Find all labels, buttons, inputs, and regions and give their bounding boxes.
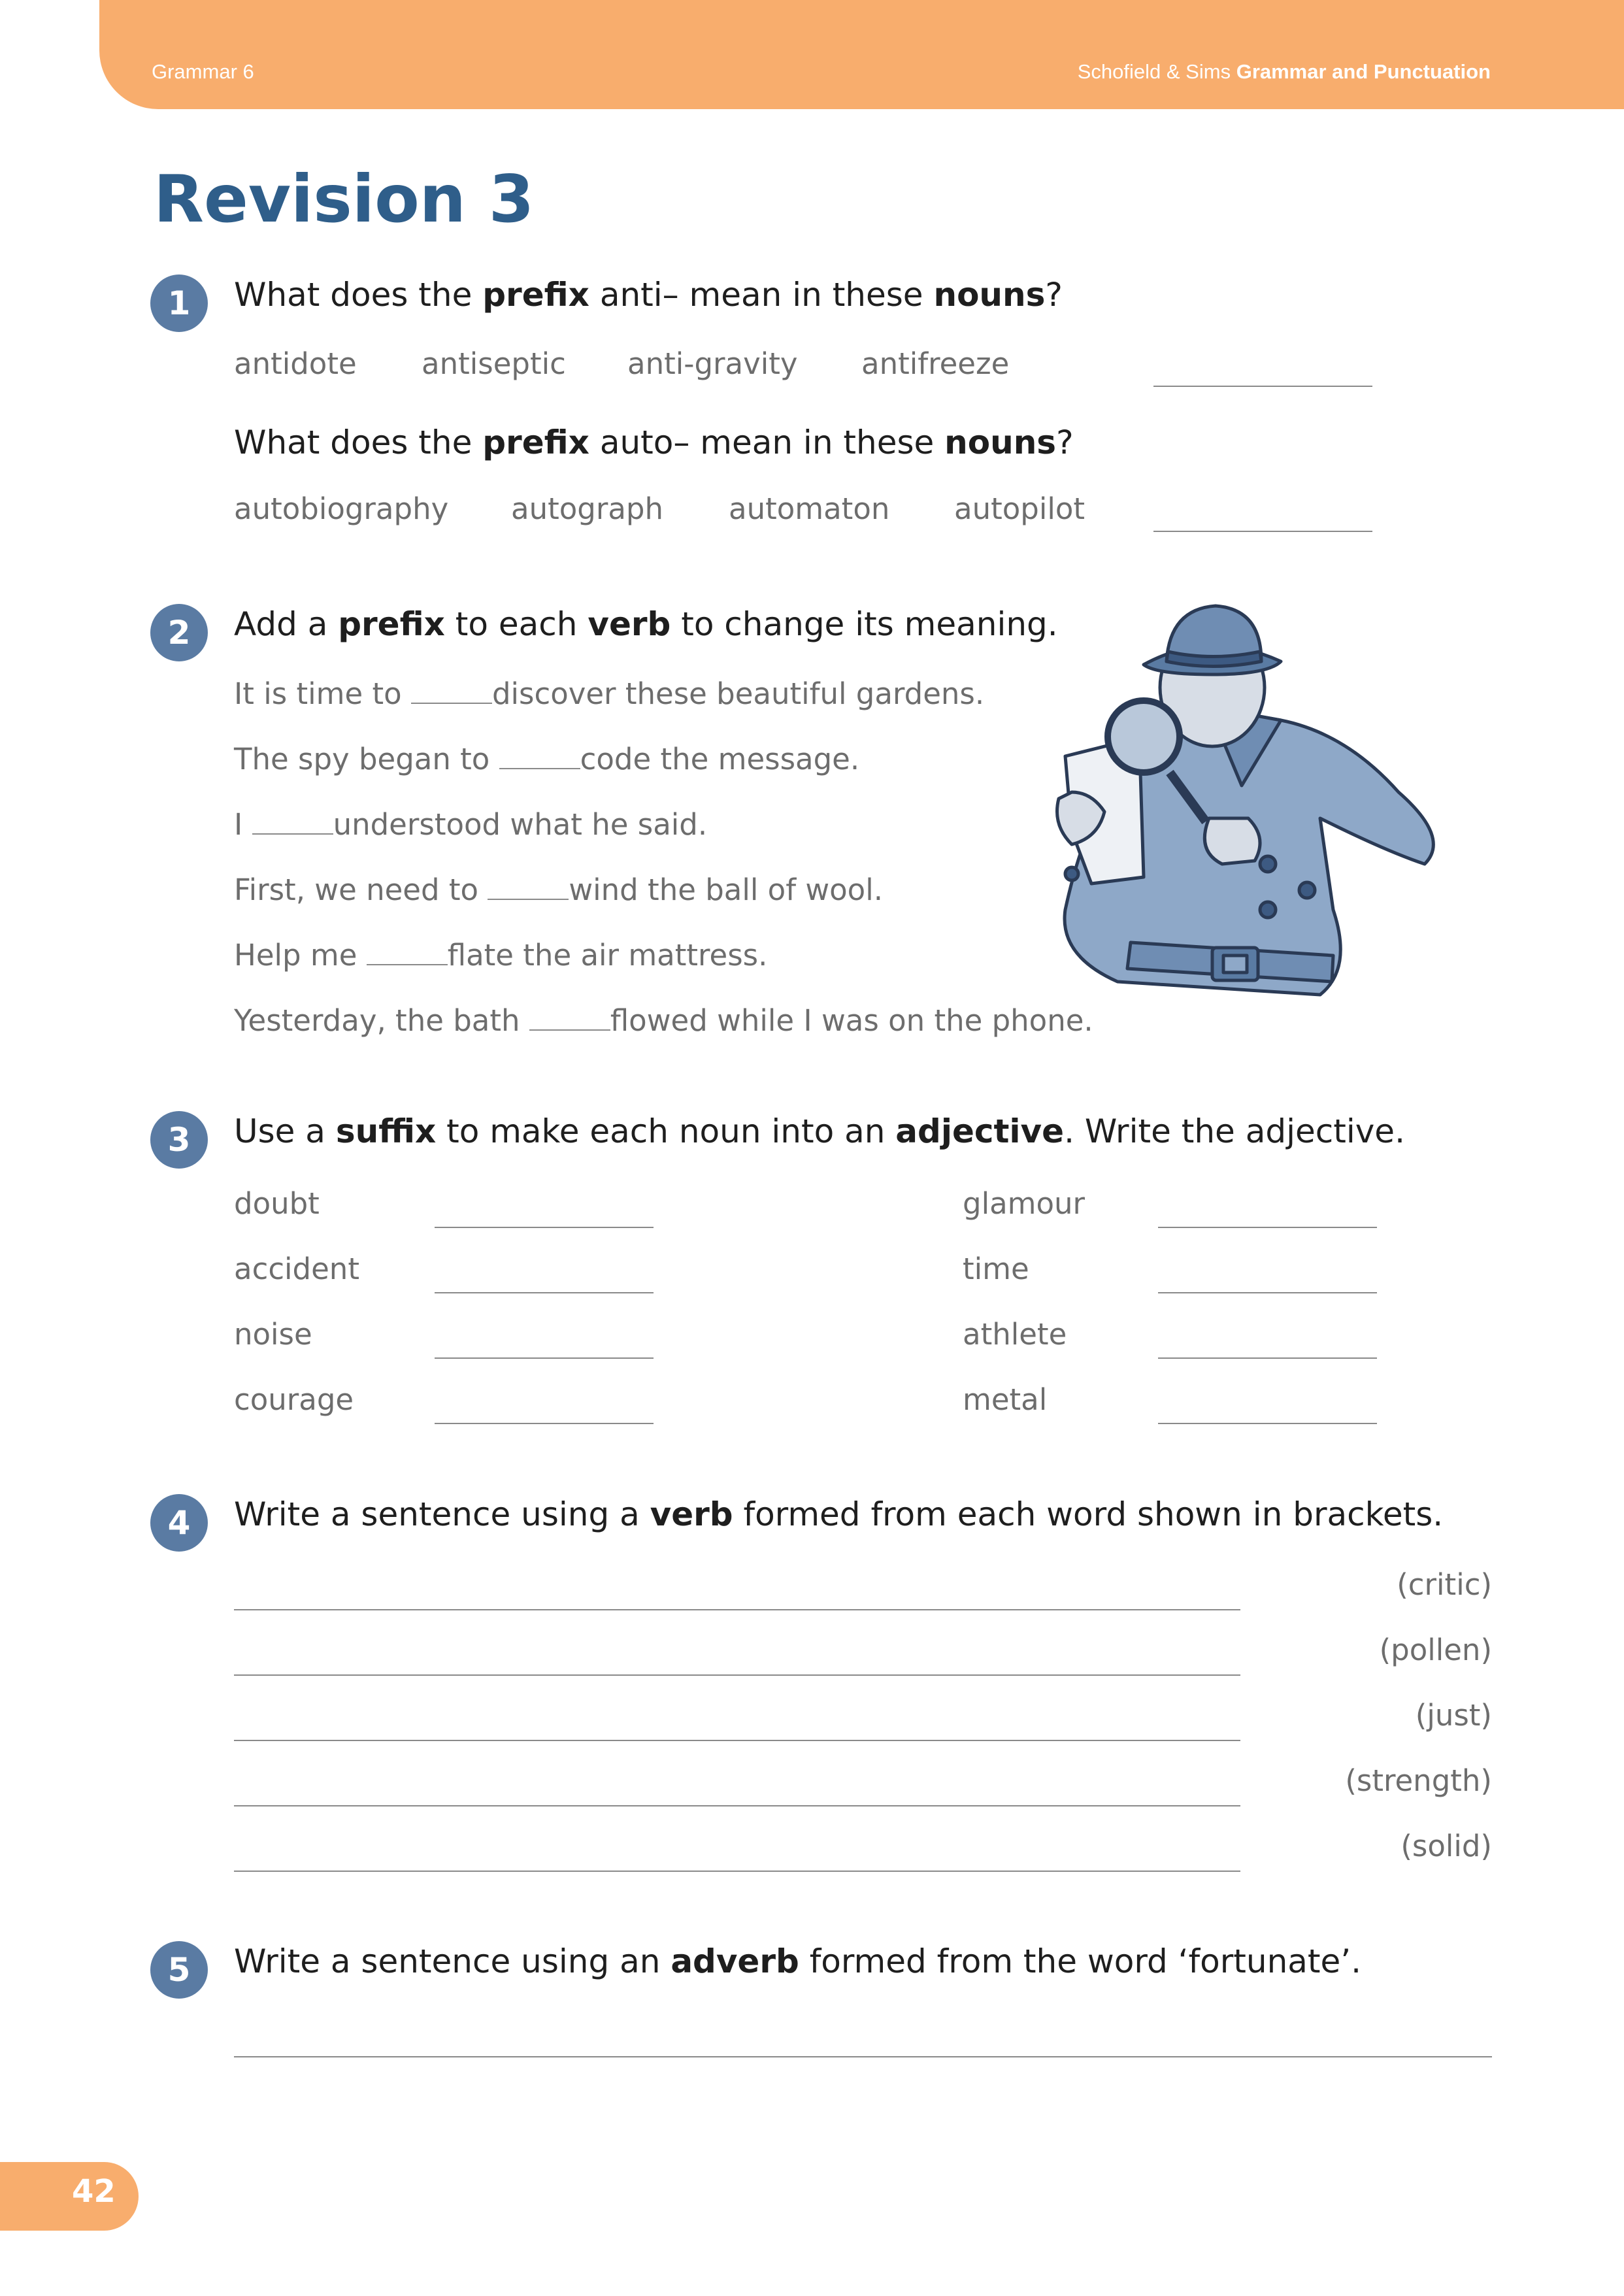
header-brand: Schofield & Sims bbox=[1077, 60, 1231, 83]
q4-bracket-word: (strength) bbox=[1345, 1763, 1492, 1798]
question-3-badge: 3 bbox=[150, 1111, 208, 1169]
prefix-blank[interactable] bbox=[411, 678, 492, 704]
q3-answer-line[interactable] bbox=[435, 1227, 654, 1228]
q2-sentence: It is time to discover these beautiful gardens. bbox=[234, 676, 985, 711]
q4-bracket-word: (critic) bbox=[1397, 1567, 1492, 1602]
question-1-instruction-b: What does the prefix auto– mean in these nouns? bbox=[234, 424, 1074, 461]
q1-answer-line-a[interactable] bbox=[1153, 386, 1372, 387]
q3-noun: glamour bbox=[963, 1186, 1085, 1221]
question-5-instruction: Write a sentence using an adverb formed from the word ‘fortunate’. bbox=[234, 1942, 1362, 1980]
q3-noun: accident bbox=[234, 1252, 359, 1286]
q3-answer-line[interactable] bbox=[435, 1423, 654, 1424]
question-1-badge: 1 bbox=[150, 275, 208, 332]
prefix-blank[interactable] bbox=[367, 939, 448, 965]
q3-noun: noise bbox=[234, 1317, 312, 1352]
q4-sentence-line[interactable] bbox=[234, 1740, 1240, 1741]
q1-word: antifreeze bbox=[861, 346, 1010, 381]
q3-answer-line[interactable] bbox=[1158, 1357, 1377, 1359]
question-1-instruction-a: What does the prefix anti– mean in these nouns? bbox=[234, 276, 1063, 314]
header-book-title: Grammar 6 bbox=[152, 60, 254, 83]
header-series-title: Grammar and Punctuation bbox=[1236, 60, 1491, 83]
q3-noun: metal bbox=[963, 1382, 1048, 1417]
question-3-instruction: Use a suffix to make each noun into an adjective. Write the adjective. bbox=[234, 1112, 1405, 1150]
q1-word: antiseptic bbox=[422, 346, 566, 381]
prefix-blank[interactable] bbox=[488, 874, 569, 900]
question-4-badge: 4 bbox=[150, 1494, 208, 1552]
page-number-tab bbox=[0, 2162, 139, 2231]
q2-sentence: I understood what he said. bbox=[234, 807, 708, 842]
question-4-instruction: Write a sentence using a verb formed from each word shown in brackets. bbox=[234, 1495, 1444, 1533]
q3-answer-line[interactable] bbox=[1158, 1292, 1377, 1293]
q5-sentence-line[interactable] bbox=[234, 2056, 1492, 2057]
header-band bbox=[99, 0, 1624, 109]
q4-bracket-word: (solid) bbox=[1400, 1829, 1492, 1863]
q2-sentence: Help me flate the air mattress. bbox=[234, 938, 768, 973]
q1-word: autobiography bbox=[234, 491, 449, 526]
header-series bbox=[1078, 60, 1491, 84]
q1-word: automaton bbox=[729, 491, 890, 526]
q4-bracket-word: (just) bbox=[1415, 1698, 1492, 1733]
q4-bracket-word: (pollen) bbox=[1379, 1633, 1492, 1667]
q1-word: autopilot bbox=[954, 491, 1085, 526]
q4-sentence-line[interactable] bbox=[234, 1674, 1240, 1676]
q2-sentence: First, we need to wind the ball of wool. bbox=[234, 873, 884, 907]
q3-answer-line[interactable] bbox=[1158, 1423, 1377, 1424]
page-title: Revision 3 bbox=[154, 161, 535, 237]
q2-sentence: The spy began to code the message. bbox=[234, 742, 860, 776]
q2-sentence: Yesterday, the bath flowed while I was on the phone. bbox=[234, 1003, 1093, 1038]
q3-answer-line[interactable] bbox=[435, 1292, 654, 1293]
q4-sentence-line[interactable] bbox=[234, 1871, 1240, 1872]
question-2-badge: 2 bbox=[150, 604, 208, 661]
q1-word: autograph bbox=[511, 491, 663, 526]
q1-answer-line-b[interactable] bbox=[1153, 531, 1372, 532]
prefix-blank[interactable] bbox=[252, 808, 333, 835]
question-5-badge: 5 bbox=[150, 1941, 208, 1999]
page-number: 42 bbox=[72, 2173, 116, 2210]
q4-sentence-line[interactable] bbox=[234, 1609, 1240, 1610]
q3-noun: courage bbox=[234, 1382, 354, 1417]
question-2-instruction: Add a prefix to each verb to change its meaning. bbox=[234, 605, 1058, 643]
prefix-blank[interactable] bbox=[499, 743, 580, 769]
q3-noun: athlete bbox=[963, 1317, 1067, 1352]
prefix-blank[interactable] bbox=[529, 1005, 610, 1031]
q1-word: antidote bbox=[234, 346, 357, 381]
q1-word: anti-gravity bbox=[627, 346, 798, 381]
q3-noun: time bbox=[963, 1252, 1029, 1286]
q3-noun: doubt bbox=[234, 1186, 320, 1221]
q4-sentence-line[interactable] bbox=[234, 1805, 1240, 1806]
spy-with-magnifying-glass-icon bbox=[1046, 603, 1451, 1008]
q3-answer-line[interactable] bbox=[435, 1357, 654, 1359]
q3-answer-line[interactable] bbox=[1158, 1227, 1377, 1228]
